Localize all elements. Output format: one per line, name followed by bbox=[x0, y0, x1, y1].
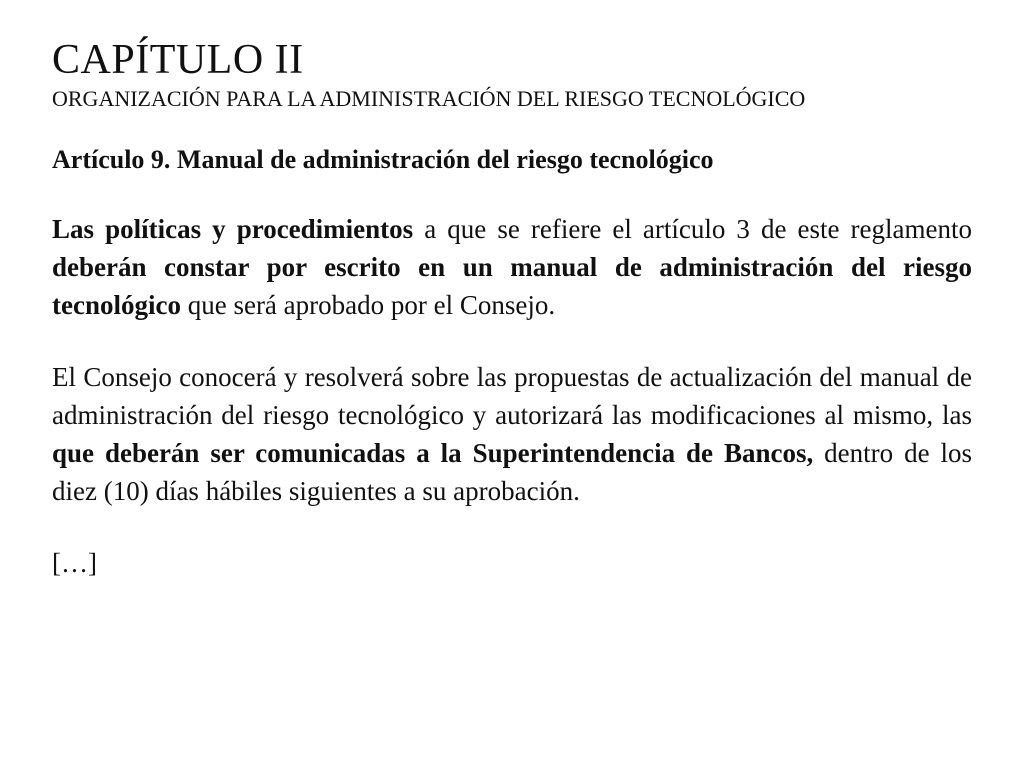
body-text: dentro de los diez (10) días hábiles siguientes a su aprobación. bbox=[52, 438, 972, 506]
body-text: que será aprobado por el Consejo. bbox=[180, 290, 556, 320]
body-text: a que se refiere el artículo 3 de este reglamento bbox=[413, 214, 972, 244]
bold-text: que deberán ser comunicadas a la Superintendencia de Bancos, bbox=[52, 438, 814, 468]
bold-text: deberán constar por escrito en un manual de administración del riesgo tecnológico bbox=[52, 252, 972, 320]
paragraph-policies bbox=[52, 210, 972, 324]
paragraph-council bbox=[52, 358, 972, 510]
bold-text: Las políticas y procedimientos bbox=[52, 214, 414, 244]
chapter-title: CAPÍTULO II bbox=[52, 37, 304, 83]
chapter-subtitle: ORGANIZACIÓN PARA LA ADMINISTRACIÓN DEL RIESGO TECNOLÓGICO bbox=[52, 86, 806, 111]
body-text: El Consejo conocerá y resolverá sobre las propuestas de actualización del manual de administración del riesgo tecnológico y autorizará las modificaciones al mismo, las bbox=[52, 362, 972, 430]
article-heading: Artículo 9. Manual de administración del riesgo tecnológico bbox=[52, 145, 714, 174]
ellipsis: […] bbox=[52, 548, 97, 578]
